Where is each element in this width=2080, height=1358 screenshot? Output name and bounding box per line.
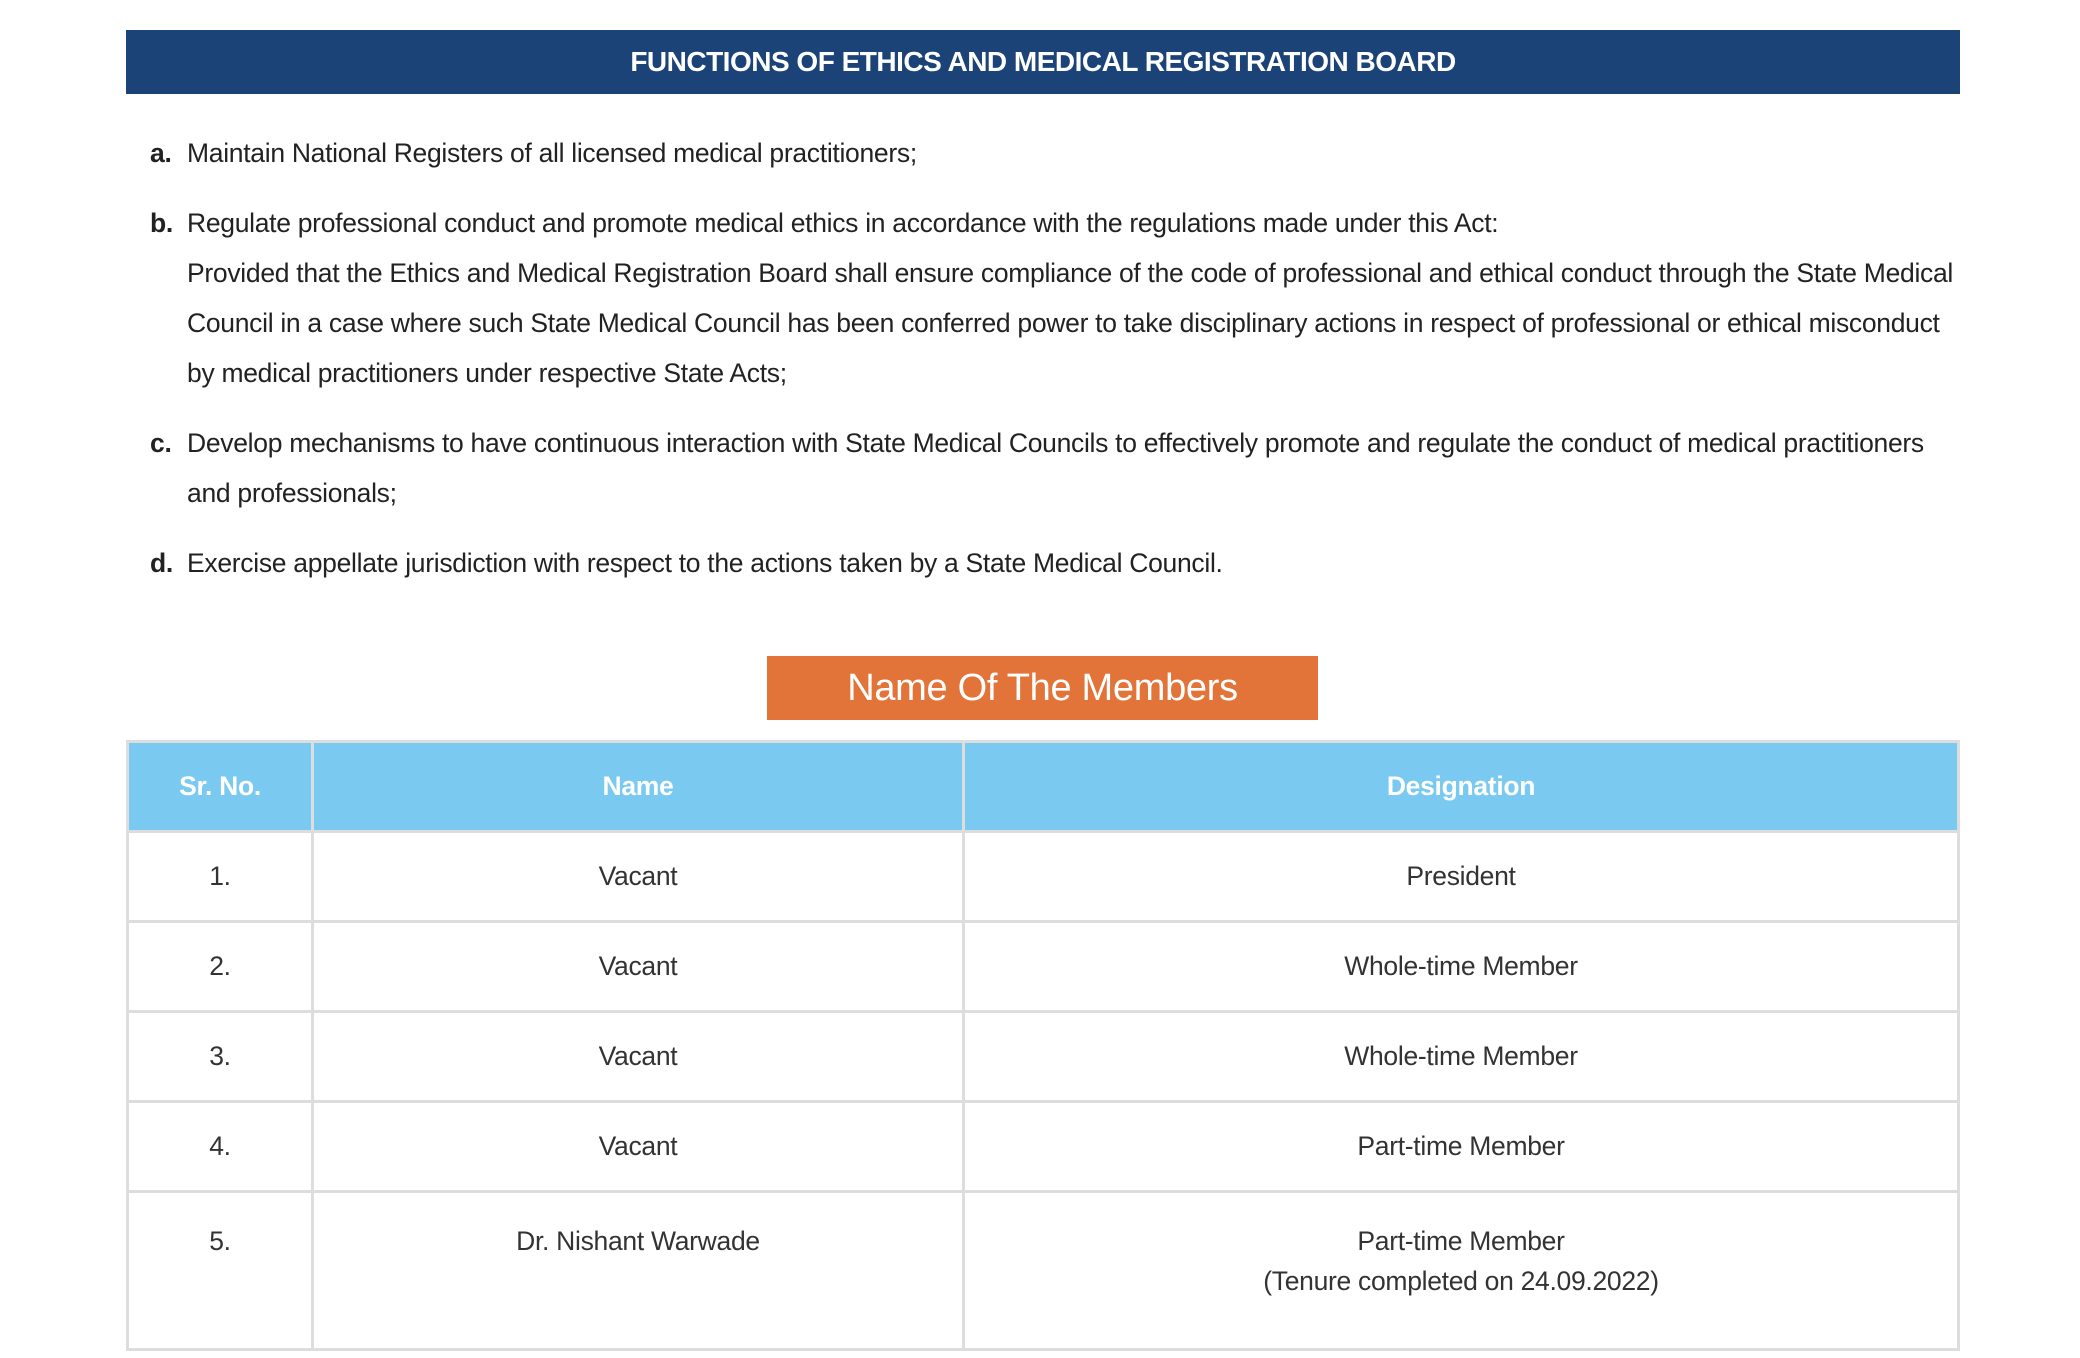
function-item-b (150, 198, 1960, 398)
list-marker: b. (150, 208, 173, 238)
column-header-designation: Designation (964, 742, 1959, 832)
section-title-bar (126, 30, 1960, 94)
cell-designation: Whole-time Member (964, 1012, 1959, 1102)
cell-sr-no: 1. (128, 832, 313, 922)
cell-sr-no: 3. (128, 1012, 313, 1102)
cell-designation: President (964, 832, 1959, 922)
column-header-name: Name (313, 742, 964, 832)
function-item-d (150, 538, 1960, 588)
function-text: Regulate professional conduct and promote medical ethics in accordance with the regulations made under this Act: (187, 208, 1499, 238)
list-marker: c. (150, 428, 172, 458)
table-row (128, 1102, 1959, 1192)
column-header-sr-no: Sr. No. (128, 742, 313, 832)
cell-sr-no: 4. (128, 1102, 313, 1192)
members-table (126, 740, 1960, 1351)
table-row (128, 832, 1959, 922)
table-row (128, 922, 1959, 1012)
function-proviso: Provided that the Ethics and Medical Registration Board shall ensure compliance of the code of professional and ethical conduct through the State Medical Council in a case where such State Medical Council has been conferred power to take disciplinary actions in respect of professional or ethical misconduct by medical practitioners under respective State Acts; (187, 258, 1954, 388)
cell-designation: Part-time Member (964, 1102, 1959, 1192)
members-heading-text: Name Of The Members (847, 666, 1238, 709)
members-heading (767, 656, 1318, 720)
cell-name: Dr. Nishant Warwade (313, 1192, 964, 1350)
function-text: Maintain National Registers of all licensed medical practitioners; (187, 138, 917, 168)
functions-list (150, 128, 1960, 608)
cell-sr-no: 5. (128, 1192, 313, 1350)
function-text: Develop mechanisms to have continuous interaction with State Medical Councils to effectively promote and regulate the conduct of medical practitioners and professionals; (187, 428, 1924, 508)
function-item-c (150, 418, 1960, 518)
function-item-a (150, 128, 1960, 178)
cell-name: Vacant (313, 1012, 964, 1102)
cell-name: Vacant (313, 922, 964, 1012)
list-marker: a. (150, 138, 172, 168)
table-row (128, 1012, 1959, 1102)
cell-name: Vacant (313, 1102, 964, 1192)
cell-designation (964, 1192, 1959, 1350)
cell-designation: Whole-time Member (964, 922, 1959, 1012)
function-text: Exercise appellate jurisdiction with respect to the actions taken by a State Medical Council. (187, 548, 1223, 578)
designation-text: Part-time Member (1357, 1226, 1565, 1256)
table-row (128, 1192, 1959, 1350)
cell-sr-no: 2. (128, 922, 313, 1012)
list-marker: d. (150, 548, 173, 578)
cell-name: Vacant (313, 832, 964, 922)
tenure-note: (Tenure completed on 24.09.2022) (1263, 1266, 1659, 1296)
table-header-row (128, 742, 1959, 832)
section-title: FUNCTIONS OF ETHICS AND MEDICAL REGISTRATION BOARD (630, 46, 1456, 77)
